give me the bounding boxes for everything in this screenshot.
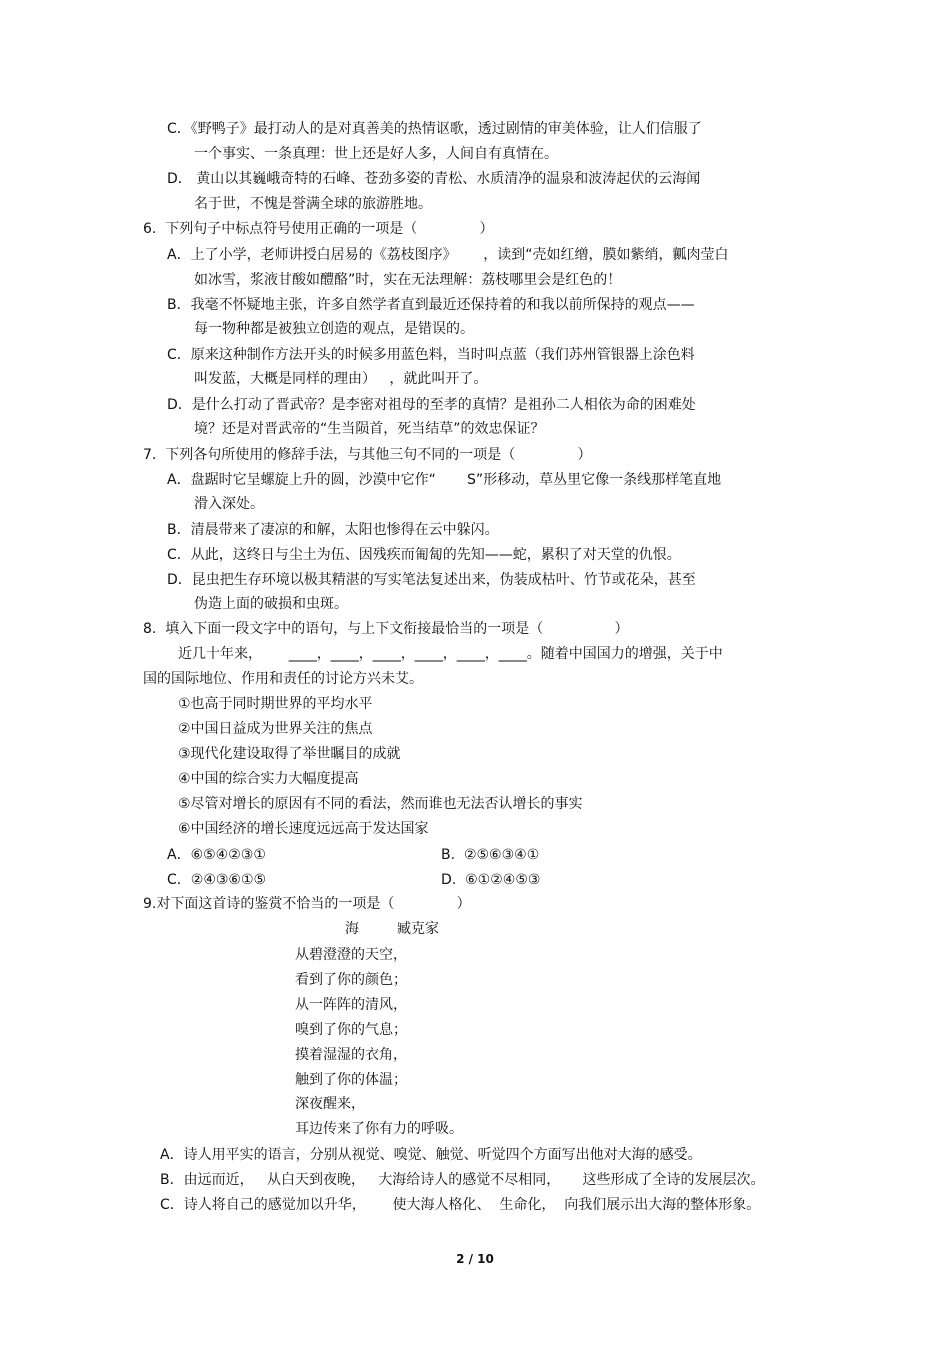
q9-option-a: A．诗人用平实的语言，分别从视觉、嗅觉、触觉、听觉四个方面写出他对大海的感受。 [160,1147,702,1163]
q9-stem: 9.对下面这首诗的鉴赏不恰当的一项是（ ） [143,896,471,912]
q8-option-d: D. ⑥①②④⑤③ [441,872,541,888]
poem-line-3: 从一阵阵的清风， [295,997,407,1013]
q7-option-d-line2: 伪造上面的破损和虫斑。 [194,596,348,612]
q6-option-b-line2: 每一物种都是被独立创造的观点，是错误的。 [194,321,474,337]
poem-line-8: 耳边传来了你有力的呼吸。 [295,1121,463,1137]
q8-item-1: ①也高于同时期世界的平均水平 [178,696,373,712]
q6-option-c-line1: C．原来这种制作方法开头的时候多用蓝色料，当时叫点蓝（我们苏州管银器上涂色料 [167,347,695,363]
q6-option-d-line2: 境？还是对晋武帝的“生当陨首，死当结草”的效忠保证？ [194,421,545,437]
q8-option-a: A．⑥⑤④②③① [167,847,266,863]
q5-option-c-line1: C．《野鸭子》最打动人的是对真善美的热情讴歌，透过剧情的审美体验，让人们信服了 [167,121,702,137]
page-number: 2 / 10 [456,1252,494,1266]
q7-option-b: B．清晨带来了凄凉的和解，太阳也惨得在云中躲闪。 [167,522,499,538]
q8-option-b: B. ②⑤⑥③④① [441,847,540,863]
q6-option-c-line2: 叫发蓝，大概是同样的理由） ，就此叫开了。 [194,371,488,387]
q7-option-a-line2: 滑入深处。 [194,496,264,512]
q8-stem: 8. 填入下面一段文字中的语句，与上下文衔接最恰当的一项是（ ） [143,621,629,637]
q8-item-2: ②中国日益成为世界关注的焦点 [178,721,373,737]
poem-line-7: 深夜醒来， [295,1096,365,1112]
poem-line-6: 触到了你的体温； [295,1072,407,1088]
q5-option-c-line2: 一个事实、一条真理：世上还是好人多，人间自有真情在。 [194,146,558,162]
q7-option-a-line1: A．盘踞时它呈螺旋上升的圆，沙漠中它作“ S”形移动，草丛里它像一条线那样笔直地 [167,472,722,488]
q7-stem: 7. 下列各句所使用的修辞手法，与其他三句不同的一项是（ ） [143,447,592,463]
q7-option-d-line1: D．昆虫把生存环境以极其精湛的写实笔法复述出来，伪装成枯叶、竹节或花朵，甚至 [167,572,696,588]
q8-option-c: C．②④③⑥①⑤ [167,872,267,888]
q6-option-a-line1: A．上了小学，老师讲授白居易的《荔枝图序》 ，读到“壳如红缯，膜如紫绡，瓤肉莹白 [167,247,729,263]
q6-stem: 6. 下列句子中标点符号使用正确的一项是（ ） [143,221,494,237]
poem-line-5: 摸着湿湿的衣角， [295,1047,407,1063]
poem-author: 臧克家 [397,921,439,937]
q8-item-6: ⑥中国经济的增长速度远远高于发达国家 [178,821,429,837]
q9-option-b: B．由远而近， 从白天到夜晚， 大海给诗人的感觉不尽相同， 这些形成了全诗的发展层次。 [160,1172,765,1188]
q8-paragraph-line2: 国的国际地位、作用和责任的讨论方兴未艾。 [143,671,423,687]
q8-paragraph-line1: 近几十年来， ____，____，____，____，____，____。随着中国国力的增强，关于中 [178,646,723,662]
q9-option-c: C．诗人将自己的感觉加以升华， 使大海人格化、 生命化， 向我们展示出大海的整体形象。 [160,1197,761,1213]
q5-option-d-line1: D． 黄山以其巍峨奇特的石峰、苍劲多姿的青松、水质清净的温泉和波涛起伏的云海闻 [167,171,701,187]
q7-option-c: C．从此，这终日与尘土为伍、因残疾而匍匐的先知——蛇，累积了对天堂的仇恨。 [167,547,681,563]
q8-item-5: ⑤尽管对增长的原因有不同的看法，然而谁也无法否认增长的事实 [178,796,583,812]
q8-item-4: ④中国的综合实力大幅度提高 [178,771,359,787]
poem-line-2: 看到了你的颜色； [295,972,407,988]
q8-item-3: ③现代化建设取得了举世瞩目的成就 [178,746,401,762]
poem-title: 海 [345,921,359,937]
q6-option-a-line2: 如冰雪，浆液甘酸如醴酪”时，实在无法理解：荔枝哪里会是红色的！ [194,272,622,288]
q6-option-d-line1: D．是什么打动了晋武帝？是李密对祖母的至孝的真情？是祖孙二人相依为命的困难处 [167,397,696,413]
poem-line-4: 嗅到了你的气息； [295,1022,407,1038]
poem-line-1: 从碧澄澄的天空， [295,947,407,963]
q6-option-b-line1: B．我毫不怀疑地主张，许多自然学者直到最近还保持着的和我以前所保持的观点—— [167,297,695,313]
q5-option-d-line2: 名于世，不愧是誉满全球的旅游胜地。 [194,196,432,212]
